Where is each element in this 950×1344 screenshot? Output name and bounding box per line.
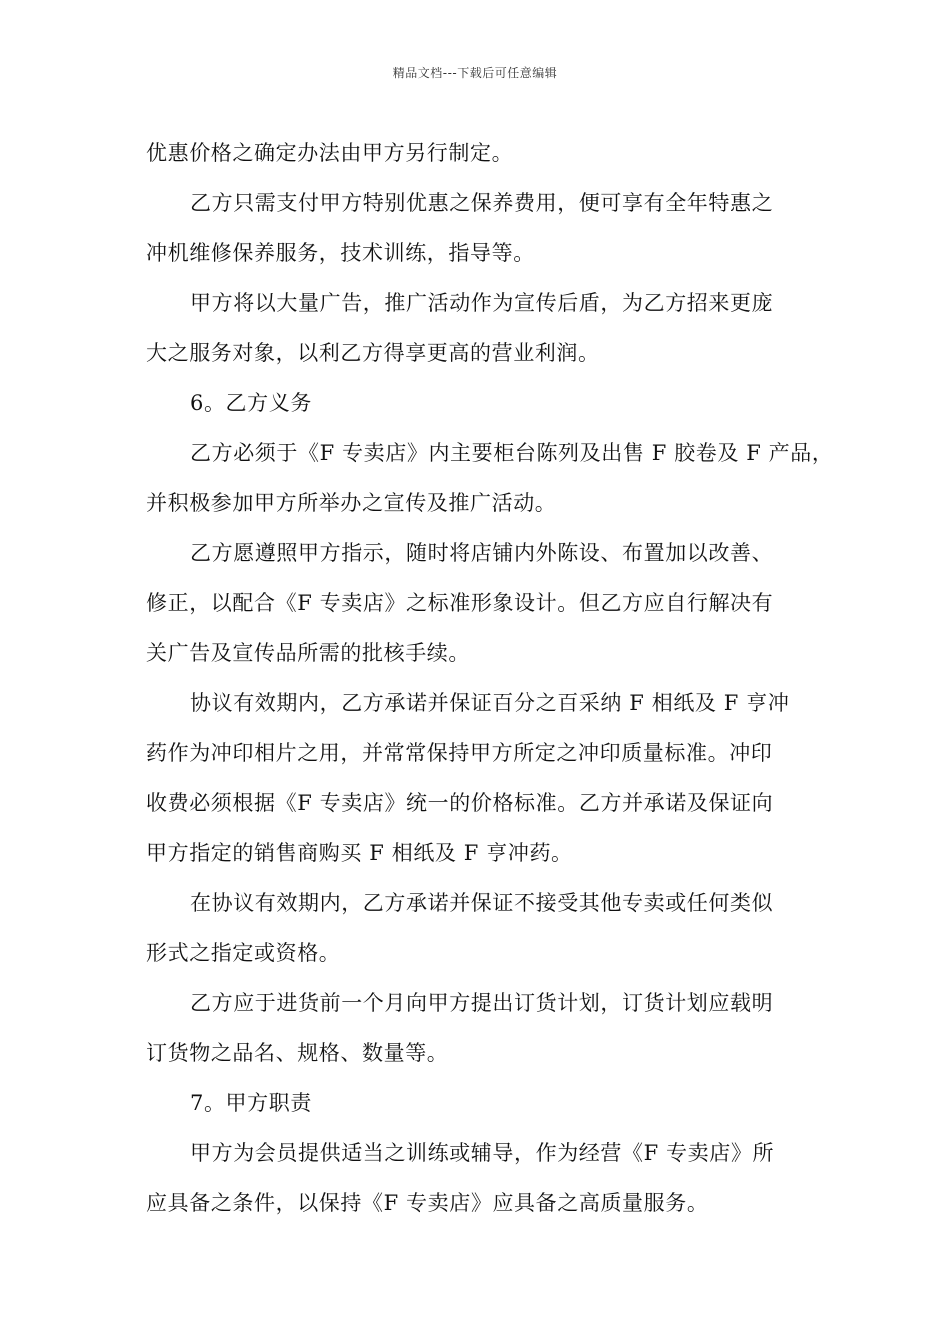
section-heading: 6。乙方义务	[190, 391, 312, 415]
text-line: 形式之指定或资格。	[146, 941, 341, 965]
text-line: 在协议有效期内，乙方承诺并保证不接受其他专卖或任何类似	[190, 891, 774, 915]
text-line: 乙方只需支付甲方特别优惠之保养费用，便可享有全年特惠之	[190, 191, 774, 215]
text-line: 订货物之品名、规格、数量等。	[146, 1041, 449, 1065]
text-line: 冲机维修保养服务，技术训练，指导等。	[146, 241, 535, 265]
text-line: 乙方必须于《F 专卖店》内主要柜台陈列及出售 F 胶卷及 F 产品，	[190, 441, 834, 465]
text-line: 甲方为会员提供适当之训练或辅导，作为经营《F 专卖店》所	[190, 1141, 775, 1165]
text-line: 修正，以配合《F 专卖店》之标准形象设计。但乙方应自行解决有	[146, 591, 774, 615]
text-line: 乙方应于进货前一个月向甲方提出订货计划，订货计划应载明	[190, 991, 774, 1015]
text-line: 收费必须根据《F 专卖店》统一的价格标准。乙方并承诺及保证向	[146, 791, 774, 815]
section-heading: 7。甲方职责	[190, 1091, 312, 1115]
text-line: 协议有效期内，乙方承诺并保证百分之百采纳 F 相纸及 F 亨冲	[190, 691, 790, 715]
document-body	[146, 128, 834, 1228]
text-line: 乙方愿遵照甲方指示，随时将店铺内外陈设、布置加以改善、	[190, 541, 774, 565]
text-line: 并积极参加甲方所举办之宣传及推广活动。	[146, 491, 557, 515]
text-line: 优惠价格之确定办法由甲方另行制定。	[146, 141, 514, 165]
text-line: 大之服务对象，以利乙方得享更高的营业利润。	[146, 341, 600, 365]
text-line: 甲方指定的销售商购买 F 相纸及 F 亨冲药。	[146, 841, 573, 865]
page-header: 精品文档---下载后可任意编辑	[392, 66, 558, 80]
text-line: 应具备之条件，以保持《F 专卖店》应具备之高质量服务。	[146, 1191, 709, 1215]
text-line: 药作为冲印相片之用，并常常保持甲方所定之冲印质量标准。冲印	[146, 741, 773, 765]
text-line: 关广告及宣传品所需的批核手续。	[146, 641, 470, 665]
text-line: 甲方将以大量广告，推广活动作为宣传后盾，为乙方招来更庞	[190, 291, 774, 315]
